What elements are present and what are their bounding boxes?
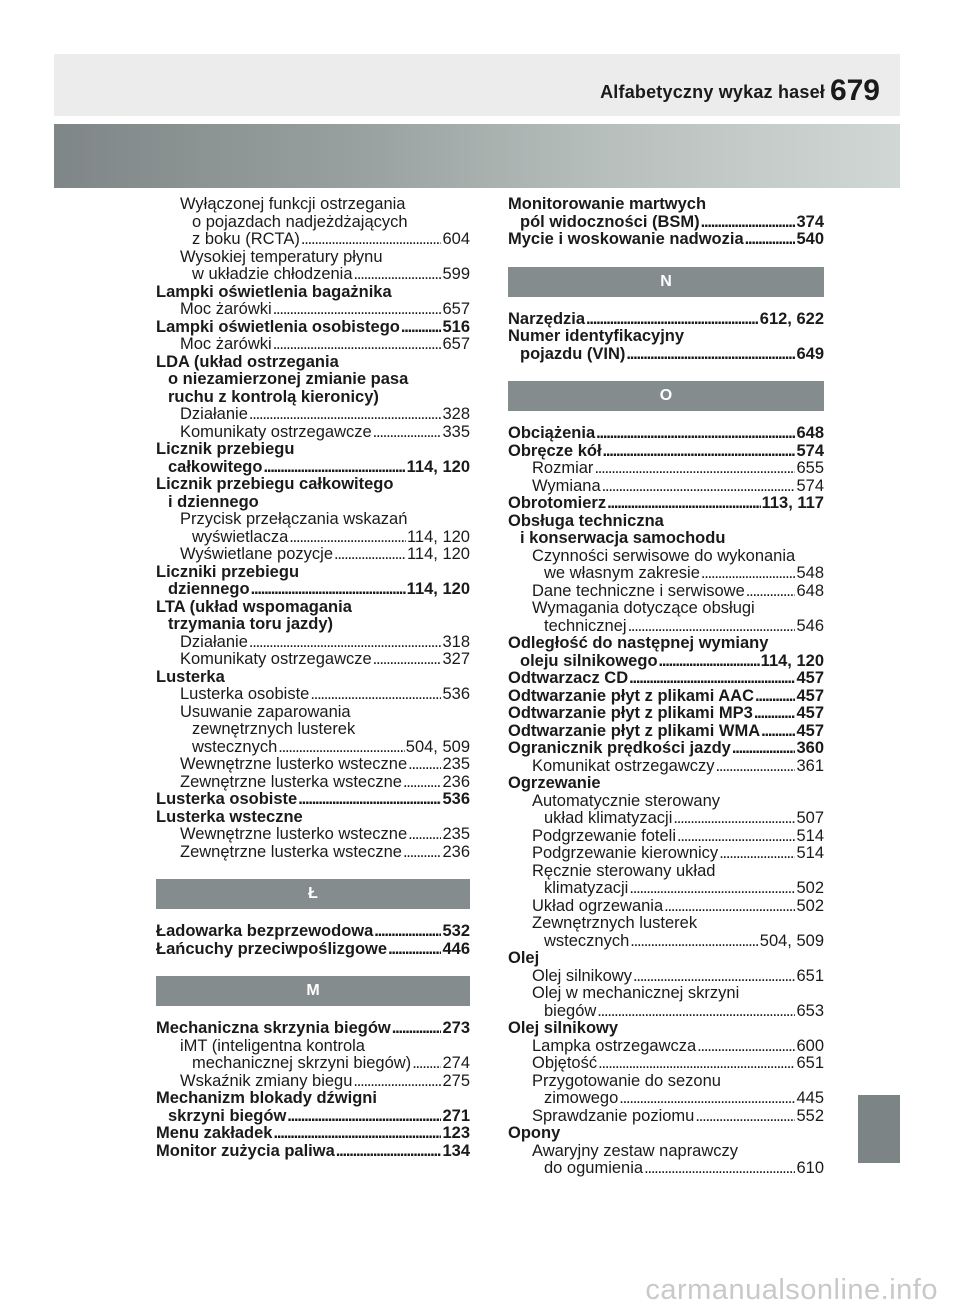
page-reference[interactable]: 273 [442,1019,470,1037]
index-subentry[interactable] [508,968,824,986]
page-reference[interactable]: 536 [442,790,470,808]
index-subentry[interactable] [156,651,470,669]
dot-leader [629,880,795,898]
entry-text: Obrotomierz [508,494,607,512]
entry-text: pojazdu (VIN) [520,344,626,363]
index-entry[interactable] [156,669,470,687]
page-reference[interactable]: 114, 120 [406,457,470,476]
watermark: carmanualsonline.info [645,1274,938,1306]
dot-leader [301,231,442,249]
page-reference[interactable]: 514 [796,826,824,845]
index-subentry[interactable] [508,898,824,916]
dot-leader [619,1090,795,1108]
page-reference[interactable]: 457 [796,669,824,687]
header-banner [54,124,900,188]
entry-text-line: Przycisk przełączania wskazań [180,510,408,528]
entry-text: Działanie [180,632,248,651]
page-reference[interactable]: 236 [442,842,470,861]
entry-text: w układzie chłodzenia [192,265,353,283]
entry-text: wyświetlacza [192,527,289,546]
page-reference[interactable]: 114, 120 [760,651,824,670]
entry-text: Mechaniczna skrzynia biegów [156,1019,391,1037]
index-subentry[interactable] [508,1073,824,1108]
entry-text: dziennego [168,580,250,598]
index-entry[interactable] [156,564,470,599]
entry-text: Układ ogrzewania [532,896,664,915]
index-entry[interactable] [508,775,824,793]
page-reference[interactable]: 507 [796,809,824,827]
entry-text: i konserwacja samochodu [520,529,726,547]
entry-text: Opony [508,1124,561,1142]
index-subentry[interactable] [156,1038,470,1073]
entry-text: Moc żarówki [180,300,272,318]
dot-leader [278,739,404,757]
entry-text: Dane techniczne i serwisowe [532,581,745,600]
dot-leader [596,425,795,443]
index-entry[interactable] [508,495,824,513]
dot-leader [677,828,795,846]
index-entry[interactable] [508,231,824,249]
dot-leader [273,1125,441,1143]
dot-leader [644,1160,795,1178]
entry-text: Lampka ostrzegawcza [532,1036,697,1055]
entry-text-line: Wysokiej temperatury płynu [180,247,383,266]
index-entry[interactable] [156,809,470,827]
entry-text: Olej silnikowy [532,966,632,985]
page-reference[interactable]: 275 [442,1071,470,1090]
page-reference[interactable]: 651 [796,966,824,985]
index-entry[interactable] [156,923,470,941]
entry-text: Obręcze kół [508,441,602,460]
dot-leader [408,756,441,774]
dot-leader [607,495,760,513]
entry-text-line: Mechanizm blokady dźwigni [156,1089,377,1107]
page-reference[interactable]: 532 [442,922,470,940]
entry-text: Wyświetlane pozycje [180,545,333,563]
index-subentry[interactable] [156,336,470,354]
entry-text: Zewnętrzne lusterka wsteczne [180,772,402,791]
entry-text-line: LTA (układ wspomagania [156,597,352,616]
entry-text-line: Zewnętrznych lusterek [532,914,698,932]
entry-text: Odtwarzanie płyt z plikami WMA [508,721,761,740]
index-subentry[interactable] [508,845,824,863]
index-subentry[interactable] [508,1055,824,1073]
entry-text-line: Numer identyfikacyjny [508,327,685,345]
index-subentry[interactable] [156,1073,470,1091]
index-entry[interactable] [508,723,824,741]
page-reference[interactable]: 328 [442,405,470,423]
dot-leader [701,214,796,232]
page-reference[interactable]: 235 [442,825,470,843]
index-subentry[interactable] [508,478,824,496]
entry-text: wstecznych [192,737,278,756]
page-reference[interactable]: 504, 509 [405,737,470,756]
entry-text-line: Monitorowanie martwych [508,195,707,213]
index-entry[interactable] [508,425,824,443]
index-entry[interactable] [156,599,470,634]
dot-leader [392,1020,442,1038]
entry-text: Monitor zużycia paliwa [156,1141,335,1160]
entry-text-line: zewnętrznych lusterek [192,720,356,738]
index-subentry[interactable] [156,196,470,249]
entry-text: Lusterka osobiste [156,790,298,808]
entry-text-line: o niezamierzonej zmianie pasa [168,370,409,388]
page-reference[interactable]: 335 [442,422,470,441]
entry-text: Działanie [180,405,248,423]
dot-leader [412,1055,441,1073]
entry-text: Podgrzewanie foteli [532,826,677,845]
page-reference[interactable]: 361 [796,756,824,775]
dot-leader [719,845,795,863]
entry-text: Wymiana [532,476,601,495]
dot-leader [628,618,796,636]
entry-text-line: Olej w mechanicznej skrzyni [532,984,740,1002]
entry-text: Rozmiar [532,459,594,477]
entry-text: klimatyzacji [544,879,629,897]
page-reference[interactable]: 502 [796,879,824,897]
entry-text: Ładowarka bezprzewodowa [156,922,374,940]
index-subentry[interactable] [508,985,824,1020]
dot-leader [401,319,442,337]
page-reference[interactable]: 457 [796,686,824,705]
entry-text: Podgrzewanie kierownicy [532,844,719,862]
page-reference[interactable]: 599 [442,265,470,283]
entry-text: Olej [508,949,540,967]
index-subentry[interactable] [508,758,824,776]
page-reference[interactable]: 516 [442,317,470,336]
dot-leader [761,723,795,741]
page-reference[interactable]: 134 [442,1141,470,1160]
entry-text: układ klimatyzacji [544,809,673,827]
dot-leader [633,968,796,986]
dot-leader [374,923,441,941]
section-letter-bar: M [156,976,470,1006]
section-letter-bar: Ł [156,879,470,909]
dot-leader [336,1143,442,1161]
index-entry[interactable] [508,328,824,363]
index-subentry[interactable] [156,406,470,424]
section-letter-bar: N [508,267,824,297]
index-entry[interactable] [508,196,824,231]
entry-text: Narzędzia [508,309,586,328]
page-reference[interactable]: 502 [796,896,824,915]
index-entry[interactable] [508,311,824,329]
entry-text: Łańcuchy przeciwpoślizgowe [156,939,388,958]
dot-leader [603,443,796,461]
page-reference[interactable]: 504, 509 [759,931,824,950]
page-reference[interactable]: 657 [442,300,470,318]
entry-text: Odtwarzanie płyt z plikami MP3 [508,704,753,722]
dot-leader [353,1073,441,1091]
dot-leader [659,653,760,671]
entry-text-line: Usuwanie zaparowania [180,702,351,721]
entry-text: Odtwarzacz CD [508,669,629,687]
entry-text: Menu zakładek [156,1124,273,1142]
entry-text: i dziennego [168,492,259,511]
dot-leader [408,826,441,844]
dot-leader [289,529,406,547]
page-reference[interactable]: 548 [796,564,824,582]
page-reference[interactable]: 600 [796,1036,824,1055]
dot-leader [373,424,442,442]
index-subentry[interactable] [156,756,470,774]
entry-text: we własnym zakresie [544,564,700,582]
entry-text-line: Ręcznie sterowany układ [532,861,716,880]
dot-leader [716,758,796,776]
page-reference[interactable]: 114, 120 [406,527,470,546]
page-reference[interactable]: 648 [796,581,824,600]
index-entry[interactable] [156,476,470,511]
dot-leader [586,311,759,329]
index-subentry[interactable] [508,583,824,601]
entry-text: ruchu z kontrolą kieronicy) [168,387,379,406]
dot-leader [630,933,758,951]
dot-leader [354,266,442,284]
index-subentry[interactable] [156,634,470,652]
dot-leader [388,941,441,959]
page-reference[interactable]: 113, 117 [761,494,824,512]
page-reference[interactable]: 655 [796,459,824,477]
page-reference[interactable]: 457 [796,704,824,722]
entry-text: mechanicznej skrzyni biegów) [192,1054,412,1072]
entry-text: z boku (RCTA) [192,230,300,248]
index-subentry[interactable] [508,1108,824,1126]
page-reference[interactable]: 612, 622 [759,309,824,328]
entry-text: Wskaźnik zmiany biegu [180,1071,353,1090]
entry-text-line: Czynności serwisowe do wykonania [532,546,796,565]
page-reference[interactable]: 445 [796,1089,824,1107]
page-reference[interactable]: 271 [442,1106,470,1125]
index-entry[interactable] [156,1020,470,1038]
page-reference[interactable]: 236 [442,772,470,791]
index-entry[interactable] [508,705,824,723]
page-reference[interactable]: 114, 120 [406,580,470,598]
entry-text-line: Obsługa techniczna [508,511,664,530]
entry-text-line: Przygotowanie do sezonu [532,1071,721,1090]
running-header-title: Alfabetyczny wykaz haseł [600,82,825,102]
page-reference[interactable]: 648 [796,424,824,442]
entry-text: Komunikat ostrzegawczy [532,756,715,775]
index-entry[interactable] [156,1143,470,1161]
index-entry[interactable] [156,1125,470,1143]
entry-text: zimowego [544,1089,619,1107]
entry-text: pól widoczności (BSM) [520,212,700,231]
entry-text: Zewnętrzne lusterka wsteczne [180,842,402,861]
index-entry[interactable] [156,441,470,476]
entry-text-line: Liczniki przebiegu [156,562,300,581]
index-entry[interactable] [508,443,824,461]
dot-leader [594,460,795,478]
dot-leader [373,651,442,669]
page-reference[interactable]: 318 [442,632,470,651]
page-reference[interactable]: 514 [796,844,824,862]
dot-leader [403,774,442,792]
entry-text: Wewnętrzne lusterko wsteczne [180,755,408,773]
page-reference[interactable]: 574 [796,476,824,495]
dot-leader [251,581,406,599]
page-reference[interactable]: 540 [796,230,824,248]
page-reference[interactable]: 574 [796,441,824,460]
dot-leader [745,231,796,249]
entry-text-line: Wyłączonej funkcji ostrzegania [180,195,406,213]
entry-text: Obciążenia [508,424,596,442]
index-entry[interactable] [156,1090,470,1125]
entry-text: Ogrzewanie [508,774,601,792]
index-subentry[interactable] [156,249,470,284]
index-column-left [156,196,470,1160]
entry-text: technicznej [544,616,627,635]
page-reference[interactable]: 649 [796,344,824,363]
index-entry[interactable] [508,688,824,706]
dot-leader [602,478,796,496]
dot-leader [273,336,442,354]
dot-leader [746,583,796,601]
entry-text: skrzyni biegów [168,1106,287,1125]
index-entry[interactable] [508,1125,824,1143]
index-subentry[interactable] [508,548,824,583]
entry-text-line: Awaryjny zestaw naprawczy [532,1141,739,1160]
index-subentry[interactable] [156,774,470,792]
entry-text: Odtwarzanie płyt z plikami AAC [508,686,755,705]
entry-text: wstecznych [544,931,630,950]
page-reference[interactable]: 114, 120 [406,545,470,563]
dot-leader [273,301,442,319]
dot-leader [598,1055,795,1073]
index-entry[interactable] [156,791,470,809]
page-reference[interactable]: 446 [442,939,470,958]
dot-leader [673,810,795,828]
index-subentry[interactable] [508,1038,824,1056]
page-reference[interactable]: 274 [442,1054,470,1072]
dot-leader [754,705,796,723]
page-reference[interactable]: 327 [442,650,470,668]
dot-leader [629,670,795,688]
index-subentry[interactable] [508,863,824,898]
index-entry[interactable] [156,941,470,959]
entry-text: Mycie i woskowanie nadwozia [508,230,744,248]
entry-text: Lusterka wsteczne [156,807,303,826]
page-reference[interactable]: 374 [796,212,824,231]
page-number: 679 [829,74,880,107]
index-entry[interactable] [508,670,824,688]
page-reference[interactable]: 546 [796,616,824,635]
index-subentry[interactable] [508,915,824,950]
page-reference[interactable]: 123 [442,1124,470,1142]
entry-text-line: Licznik przebiegu [156,440,295,458]
index-entry[interactable] [508,635,824,670]
dot-leader [732,740,796,758]
entry-text-line: Odległość do następnej wymiany [508,634,769,652]
index-subentry[interactable] [156,844,470,862]
index-subentry[interactable] [508,600,824,635]
index-subentry[interactable] [156,424,470,442]
entry-text: biegów [544,1001,597,1020]
dot-leader [298,791,441,809]
entry-text-line: Wymagania dotyczące obsługi [532,599,755,617]
dot-leader [403,844,442,862]
page-reference[interactable]: 552 [796,1106,824,1125]
page-reference[interactable]: 610 [796,1159,824,1177]
entry-text-line: o pojazdach nadjeżdżających [192,212,408,231]
dot-leader [697,1038,795,1056]
entry-text: Lampki oświetlenia osobistego [156,317,400,336]
section-letter-bar: O [508,381,824,411]
index-entry[interactable] [156,354,470,407]
entry-text: Lampki oświetlenia bagażnika [156,282,392,301]
page-reference[interactable]: 457 [796,721,824,740]
dot-leader [755,688,795,706]
entry-text: do ogumienia [544,1159,644,1177]
page-reference[interactable]: 604 [442,230,470,248]
entry-text: Lusterka osobiste [180,685,310,703]
index-subentry[interactable] [156,301,470,319]
dot-leader [334,546,406,564]
entry-text: Komunikaty ostrzegawcze [180,422,372,441]
entry-text: Moc żarówki [180,335,272,353]
entry-text-line: Automatycznie sterowany [532,791,721,810]
dot-leader [249,634,442,652]
dot-leader [701,565,796,583]
entry-text: trzymania toru jazdy) [168,615,334,633]
entry-text: oleju silnikowego [520,651,658,670]
section-thumb-tab [858,1095,900,1163]
index-subentry[interactable] [508,828,824,846]
entry-text: Ogranicznik prędkości jazdy [508,739,731,757]
dot-leader [626,346,795,364]
index-column-right [508,196,824,1178]
dot-leader [249,406,442,424]
dot-leader [695,1108,795,1126]
index-subentry[interactable] [156,546,470,564]
page-reference[interactable]: 360 [796,739,824,757]
index-entry[interactable] [508,740,824,758]
index-entry[interactable] [156,284,470,302]
entry-text: Wewnętrzne lusterko wsteczne [180,825,408,843]
entry-text-line: Licznik przebiegu całkowitego [156,475,394,493]
index-subentry[interactable] [156,511,470,546]
dot-leader [664,898,795,916]
page-reference[interactable]: 657 [442,335,470,353]
page-reference[interactable]: 536 [442,685,470,703]
dot-leader [310,686,441,704]
entry-text-line: iMT (inteligentna kontrola [180,1036,365,1055]
page-reference[interactable]: 653 [796,1001,824,1020]
index-entry[interactable] [156,319,470,337]
entry-text: Komunikaty ostrzegawcze [180,650,372,668]
entry-text-line: LDA (układ ostrzegania [156,352,339,371]
index-subentry[interactable] [508,1143,824,1178]
entry-text: Sprawdzanie poziomu [532,1106,695,1125]
dot-leader [263,459,405,477]
index-entry[interactable] [508,513,824,548]
page-reference[interactable]: 651 [796,1054,824,1072]
page-reference[interactable]: 235 [442,755,470,773]
index-subentry[interactable] [156,704,470,757]
index-subentry[interactable] [508,793,824,828]
entry-text: Olej silnikowy [508,1019,619,1037]
index-entry[interactable] [508,1020,824,1038]
index-entry[interactable] [508,950,824,968]
index-subentry[interactable] [156,826,470,844]
index-subentry[interactable] [508,460,824,478]
entry-text: Objętość [532,1054,598,1072]
entry-text: całkowitego [168,457,263,476]
index-subentry[interactable] [156,686,470,704]
dot-leader [597,1003,795,1021]
dot-leader [287,1108,441,1126]
entry-text: Lusterka [156,667,225,686]
